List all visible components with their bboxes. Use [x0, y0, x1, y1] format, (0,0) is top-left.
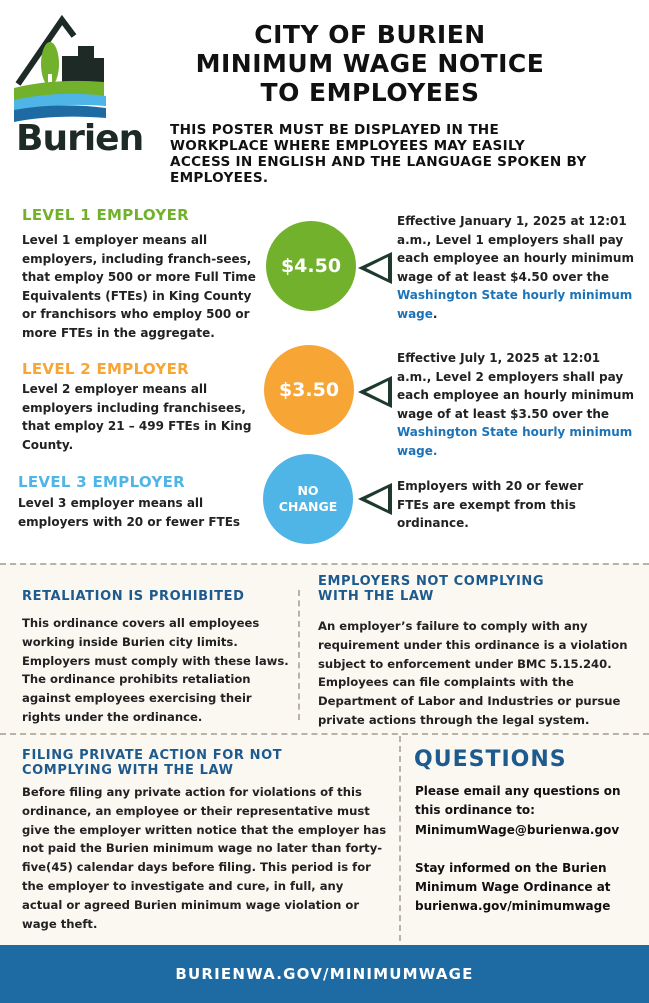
page-title: [160, 20, 580, 107]
footer-bar: [0, 945, 649, 1003]
burien-landscape-logo-icon: [14, 12, 140, 124]
retaliation-body: This ordinance covers all employees working inside Burien city limits. Employers must comply with these laws. The ordinance prohibits retaliation against employees exercising their rights under the ordinance.: [22, 616, 289, 724]
questions-stay-informed: Stay informed on the Burien Minimum Wage Ordinance at burienwa.gov/minimumwage: [415, 861, 611, 913]
level-1-wa-min-wage-link[interactable]: Washington State hourly minimum wage: [397, 288, 633, 321]
level-3-rate: NO CHANGE: [278, 483, 338, 514]
footer-url[interactable]: BURIENWA.GOV/MINIMUMWAGE: [175, 965, 474, 983]
title-line-2: MINIMUM WAGE NOTICE: [195, 49, 545, 78]
level-2-description: Level 2 employer means all employers including franchisees, that employ 21 – 499 FTEs in King County.: [22, 382, 252, 452]
level-3-arrow-icon: [358, 483, 392, 515]
not-complying-title: EMPLOYERS NOT COMPLYING WITH THE LAW: [318, 574, 545, 604]
level-1-effective-post: .: [432, 306, 438, 321]
level-3-rate-circle: [263, 454, 353, 544]
level-2-arrow-icon: [358, 376, 392, 408]
level-3-effective-pre: Employers with 20 or fewer FTEs are exempt from this ordinance.: [397, 479, 584, 530]
title-line-1: CITY OF BURIEN: [254, 20, 486, 49]
level-1-rate: $4.50: [280, 255, 342, 277]
level-1-arrow-icon: [358, 252, 392, 284]
level-2-rate-circle: [264, 345, 354, 435]
level-1-description: Level 1 employer means all employers, including franch-sees, that employ 500 or more Full Time Equivalents (FTEs) in King County or franchisors who employ 500 or more FTEs in the aggregate.: [22, 233, 256, 340]
level-2-heading: LEVEL 2 EMPLOYER: [22, 360, 189, 378]
level-2-wa-min-wage-link[interactable]: Washington State hourly minimum wage.: [397, 425, 633, 458]
display-requirement: THIS POSTER MUST BE DISPLAYED IN THE WORKPLACE WHERE EMPLOYEES MAY EASILY ACCESS IN ENGLISH AND THE LANGUAGE SPOKEN BY EMPLOYEES.: [170, 122, 587, 186]
questions-email-intro: Please email any questions on this ordinance to:: [415, 784, 621, 817]
level-3-heading: LEVEL 3 EMPLOYER: [18, 473, 185, 491]
level-2-rate: $3.50: [278, 379, 340, 401]
title-line-3: TO EMPLOYEES: [260, 78, 480, 107]
divider-vertical-top: [298, 590, 300, 720]
level-1-rate-circle: [266, 221, 356, 311]
level-1-effective-text: [397, 212, 637, 323]
level-2-effective-pre: Effective July 1, 2025 at 12:01 a.m., Level 2 employers shall pay each employee an hourly minimum wage of at least $3.50 over the: [397, 351, 634, 421]
questions-title: QUESTIONS: [414, 747, 567, 772]
divider-horizontal: [0, 733, 649, 735]
not-complying-body: An employer’s failure to comply with any requirement under this ordinance is a violation subject to enforcement under BMC 5.15.240. Employees can file complaints with the Department of Labor and Industries or pursue private actions through the legal system.: [318, 619, 628, 727]
retaliation-title: RETALIATION IS PROHIBITED: [22, 589, 245, 604]
level-1-heading: LEVEL 1 EMPLOYER: [22, 206, 189, 224]
level-2-effective-text: [397, 349, 637, 460]
level-1-effective-pre: Effective January 1, 2025 at 12:01 a.m., Level 1 employers shall pay each employee an hourly minimum wage of at least $4.50 over the: [397, 214, 634, 284]
divider-vertical-bottom: [399, 736, 401, 941]
questions-email[interactable]: MinimumWage@burienwa.gov: [415, 823, 620, 837]
filing-body: Before filing any private action for violations of this ordinance, an employee or their representative must give the employer written notice that the employer has not paid the Burien minimum wage no later than forty-five(45) calendar days before filing. This period is for the employer to investigate and cure, in full, any actual or agreed Burien minimum wage violation or wage theft.: [22, 785, 387, 931]
filing-title: FILING PRIVATE ACTION FOR NOT COMPLYING WITH THE LAW: [22, 748, 283, 778]
logo-wordmark: Burien: [16, 118, 144, 159]
level-3-description: Level 3 employer means all employers with 20 or fewer FTEs: [18, 496, 241, 529]
level-3-effective-text: [397, 477, 612, 533]
